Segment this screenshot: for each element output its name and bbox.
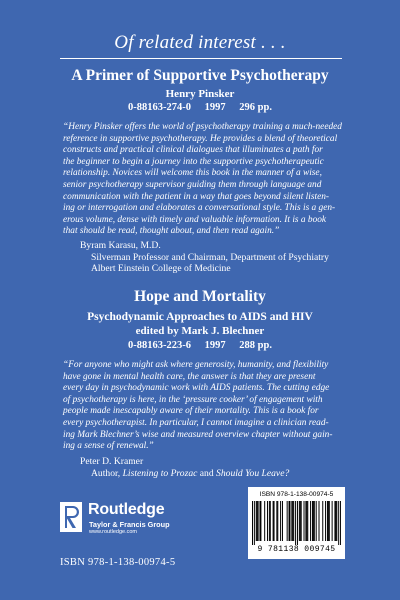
barcode-bar xyxy=(267,501,268,541)
book1-title: A Primer of Supportive Psychotherapy xyxy=(71,67,329,84)
quote-line: ing Mark Blechner’s wise and measured overview chapter without gain- xyxy=(63,429,333,440)
quote-line: “For anyone who might ask where generosity, humanity, and flexibility xyxy=(63,360,329,370)
reviewer-work-conjunction: and xyxy=(197,467,217,479)
barcode-bar xyxy=(322,501,323,541)
barcode-bar xyxy=(334,501,335,541)
book1-author: Henry Pinsker xyxy=(165,88,235,100)
barcode-bar xyxy=(306,501,307,541)
book2-pubinfo xyxy=(0,340,400,351)
barcode-bar xyxy=(256,501,257,541)
barcode-bar xyxy=(269,501,270,541)
barcode-bar xyxy=(327,501,328,541)
quote-line: constructs and practical clinical dialogues that illuminates a path for xyxy=(63,145,323,156)
barcode-bar xyxy=(332,501,333,541)
barcode-bar xyxy=(329,501,330,541)
section-heading: Of related interest . . . xyxy=(114,32,286,53)
book2-isbn: 0-88163-223-6 xyxy=(128,340,192,351)
book1-pages: 296 pp. xyxy=(239,102,272,113)
reviewer-name: Byram Karasu, M.D. xyxy=(80,240,161,251)
quote-line: every psychotherapist. In particular, I cannot imagine a clinician read- xyxy=(63,417,329,428)
quote-line: ing or interrogation and elaborates a conversational style. This is a gen- xyxy=(63,203,336,214)
book1-year: 1997 xyxy=(204,102,226,113)
barcode-bar xyxy=(304,501,305,541)
barcode-bar xyxy=(300,501,301,541)
barcode-bar xyxy=(295,501,296,545)
quote-line: ing a sense of renewal.” xyxy=(63,441,154,452)
publisher-group: Taylor & Francis Group xyxy=(89,520,170,529)
barcode-bar xyxy=(292,501,293,541)
barcode-isbn-label: ISBN 978-1-138-00974-5 xyxy=(259,491,334,498)
quote-line: of psychotherapy is here, in the ‘pressure cooker’ of engagement with xyxy=(63,394,323,405)
barcode-bar xyxy=(316,501,317,541)
barcode-bar xyxy=(260,501,261,541)
reviewer-name: Peter D. Kramer xyxy=(80,456,144,467)
barcode-bar xyxy=(287,501,288,541)
book1-attribution xyxy=(80,240,380,275)
book2-quote xyxy=(63,360,363,453)
barcode-bar xyxy=(254,501,255,545)
barcode-bar xyxy=(319,501,320,541)
reviewer-work: Should You Leave? xyxy=(216,467,290,479)
barcode-bar xyxy=(259,501,260,541)
publisher-logo xyxy=(60,502,200,536)
barcode-bar xyxy=(307,501,308,541)
quote-line: have gone in mental health care, the answer is that they are present xyxy=(63,371,316,382)
barcode-digits: 9 781138 009745 xyxy=(257,545,336,554)
barcode-bar xyxy=(274,501,275,541)
quote-line: communication with the patient in a way that goes beyond silent listen- xyxy=(63,191,330,202)
book2-editor: edited by Mark J. Blechner xyxy=(135,325,265,337)
reviewer-role: Silverman Professor and Chairman, Department of Psychiatry xyxy=(91,251,329,263)
book1-isbn: 0-88163-274-0 xyxy=(128,102,192,113)
barcode-bar xyxy=(312,501,313,541)
barcode-bar xyxy=(252,501,253,545)
book1-quote xyxy=(63,122,363,238)
reviewer-role-prefix: Author, xyxy=(91,467,123,479)
barcode-bar xyxy=(289,501,290,541)
book1-pubinfo xyxy=(0,102,400,113)
barcode-bar xyxy=(280,501,281,541)
book2-pages: 288 pp. xyxy=(239,340,272,351)
barcode-bar xyxy=(314,501,315,541)
barcode-bar xyxy=(264,501,265,541)
barcode-bars xyxy=(252,501,341,545)
heading-divider xyxy=(60,58,342,59)
reviewer-institution: Albert Einstein College of Medicine xyxy=(91,263,231,274)
barcode-bar xyxy=(325,501,326,541)
publisher-url: www.routledge.com xyxy=(89,529,137,535)
publisher-name: Routledge xyxy=(88,501,165,518)
book2-title: Hope and Mortality xyxy=(134,288,266,305)
barcode-bar xyxy=(305,501,306,541)
quote-line: every day in psychodynamic work with AIDS patients. The cutting edge xyxy=(63,383,330,394)
reviewer-role xyxy=(80,468,380,480)
book2-attribution xyxy=(80,456,380,479)
barcode-bar xyxy=(282,501,283,541)
routledge-r-icon xyxy=(60,502,82,532)
barcode-bar xyxy=(276,501,277,541)
quote-line: that should be read, thought about, and then read again.” xyxy=(63,226,280,237)
quote-line: senior psychotherapy supervisor guiding them through language and xyxy=(63,179,322,190)
barcode-bar xyxy=(336,501,337,541)
barcode-bar xyxy=(328,501,329,541)
barcode xyxy=(248,487,345,559)
barcode-bar xyxy=(297,501,298,545)
barcode-bar xyxy=(301,501,302,541)
barcode-bar xyxy=(291,501,292,541)
barcode-bar xyxy=(273,501,274,541)
barcode-bar xyxy=(299,501,300,541)
quote-line: “Henry Pinsker offers the world of psychotherapy training a much-needed xyxy=(63,122,342,132)
barcode-bar xyxy=(293,501,294,541)
book2-year: 1997 xyxy=(204,340,226,351)
quote-line: relationship. Novices will welcome this book in the manner of a wise, xyxy=(63,168,322,179)
barcode-bar xyxy=(310,501,311,541)
quote-line: the beginner to begin a journey into the supportive psychotherapeutic xyxy=(63,156,324,167)
barcode-bar xyxy=(335,501,336,541)
barcode-bar xyxy=(338,501,339,545)
isbn-footer: ISBN 978-1-138-00974-5 xyxy=(60,557,176,568)
quote-line: reference in supportive psychotherapy. He provides a blend of theoretical xyxy=(63,133,338,144)
book2-subtitle: Psychodynamic Approaches to AIDS and HIV xyxy=(87,311,313,323)
quote-line: erous volume, dense with timely and valuable information. It is a book xyxy=(63,214,327,225)
reviewer-work: Listening to Prozac xyxy=(122,467,198,479)
barcode-bar xyxy=(257,501,258,541)
barcode-bar xyxy=(277,501,278,541)
barcode-bar xyxy=(313,501,314,541)
barcode-bar xyxy=(270,501,271,541)
barcode-bar xyxy=(258,501,259,541)
barcode-bar xyxy=(289,501,290,541)
quote-line: people made inescapably aware of their mortality. This is a book for xyxy=(63,406,319,417)
barcode-bar xyxy=(340,501,341,545)
